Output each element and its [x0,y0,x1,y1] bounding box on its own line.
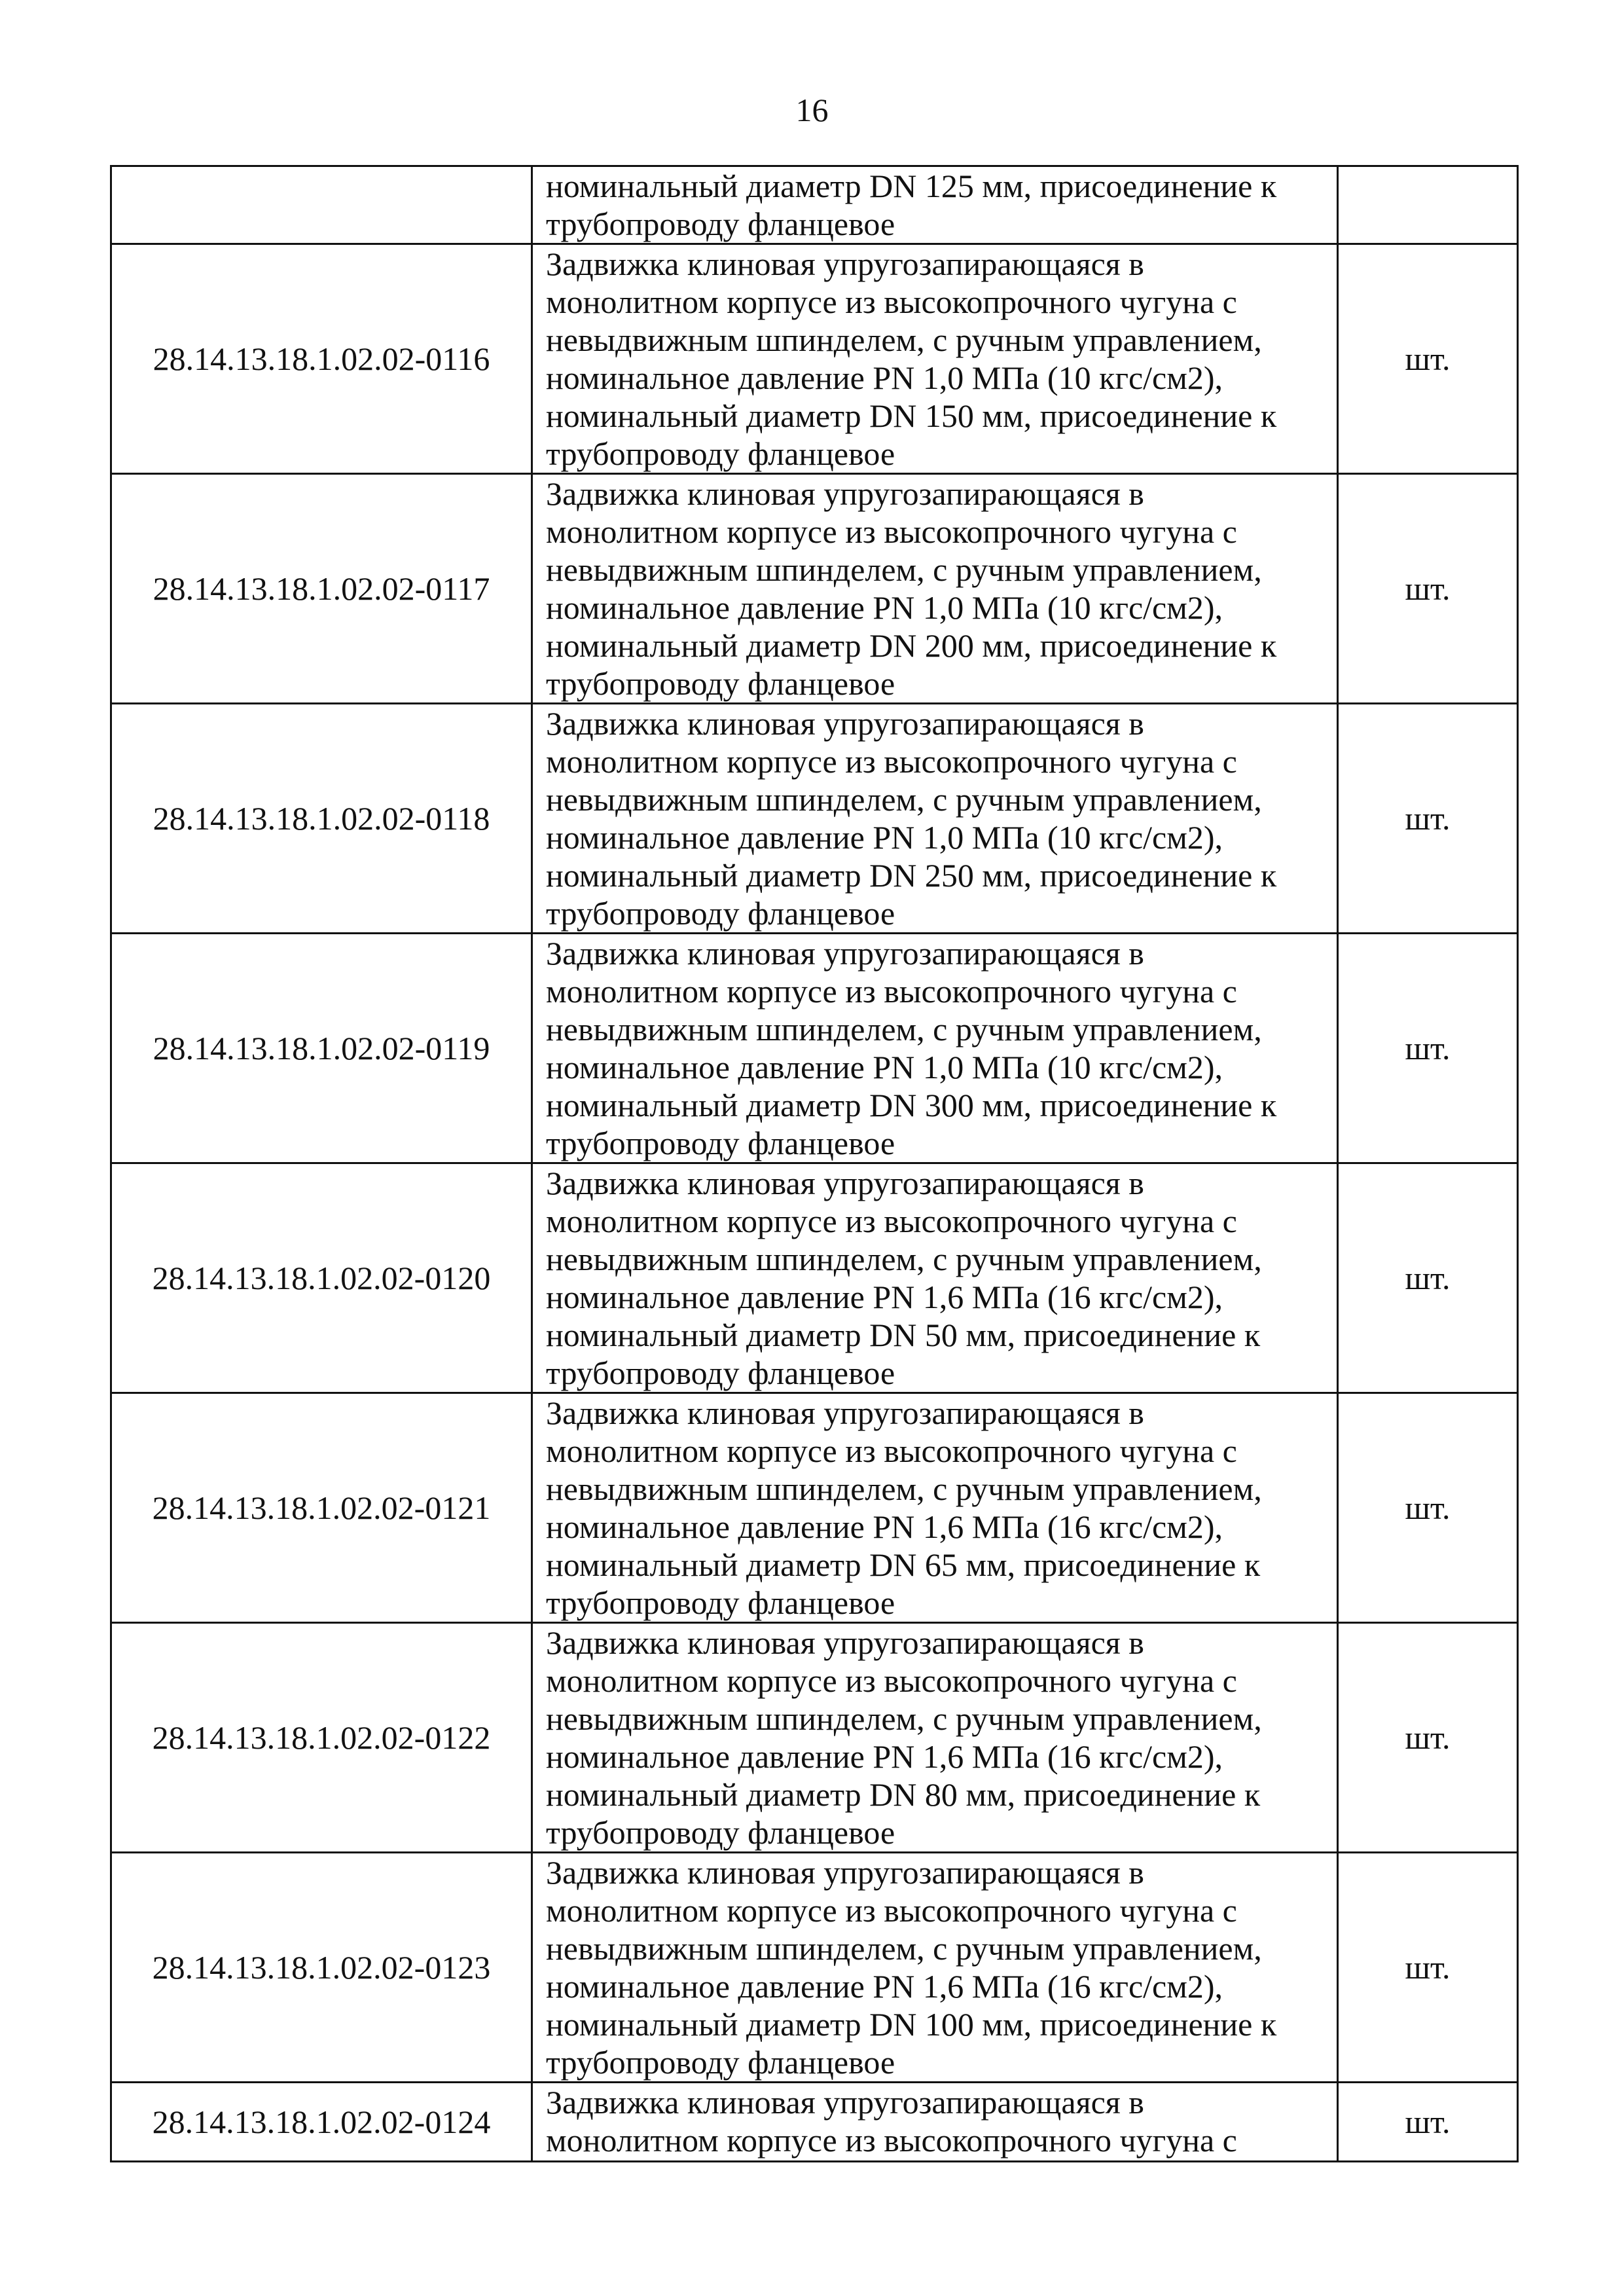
description-line: Задвижка клиновая упругозапирающаяся в [546,2084,1144,2121]
description-line: номинальный диаметр DN 300 мм, присоединение к [546,1087,1277,1123]
table-row [111,474,1518,704]
item-unit-cell: шт. [1338,1163,1518,1393]
description-line: монолитном корпусе из высокопрочного чугуна с [546,1432,1237,1469]
item-description-cell [532,474,1338,704]
item-description-cell [532,704,1338,934]
table-row [111,704,1518,934]
item-unit-cell: шт. [1338,1853,1518,2083]
description-line: невыдвижным шпинделем, с ручным управлением, [546,1930,1262,1967]
page-number: 16 [795,92,829,128]
item-unit-cell: шт. [1338,474,1518,704]
description-line: номинальный диаметр DN 250 мм, присоединение к [546,857,1277,894]
item-description-cell [532,2083,1338,2162]
item-description-cell [532,1393,1338,1623]
description-line: Задвижка клиновая упругозапирающаяся в [546,1854,1144,1891]
description-line: номинальный диаметр DN 50 мм, присоединение к [546,1317,1261,1353]
resource-table-body [111,166,1518,2162]
description-line: монолитном корпусе из высокопрочного чугуна с [546,2122,1237,2159]
description-line: трубопроводу фланцевое [546,895,895,932]
description-line: невыдвижным шпинделем, с ручным управлением, [546,1470,1262,1507]
item-code-cell: 28.14.13.18.1.02.02-0119 [111,934,532,1163]
table-row [111,1623,1518,1853]
item-code-cell [111,166,532,244]
description-line: трубопроводу фланцевое [546,2044,895,2081]
item-description-cell [532,1163,1338,1393]
item-code-cell: 28.14.13.18.1.02.02-0117 [111,474,532,704]
item-code-cell: 28.14.13.18.1.02.02-0121 [111,1393,532,1623]
description-line: невыдвижным шпинделем, с ручным управлением, [546,1241,1262,1277]
description-line: номинальное давление PN 1,0 МПа (10 кгс/см2), [546,359,1223,396]
description-line: трубопроводу фланцевое [546,1355,895,1391]
description-line: Задвижка клиновая упругозапирающаяся в [546,705,1144,742]
item-description-cell [532,1623,1338,1853]
item-code-cell: 28.14.13.18.1.02.02-0116 [111,244,532,474]
description-line: номинальный диаметр DN 150 мм, присоединение к [546,397,1277,434]
item-unit-cell: шт. [1338,1623,1518,1853]
item-code-cell: 28.14.13.18.1.02.02-0120 [111,1163,532,1393]
description-line: монолитном корпусе из высокопрочного чугуна с [546,283,1237,320]
description-line: Задвижка клиновая упругозапирающаяся в [546,475,1144,512]
description-line: невыдвижным шпинделем, с ручным управлением, [546,551,1262,588]
description-line: трубопроводу фланцевое [546,1584,895,1621]
table-row [111,934,1518,1163]
item-description-cell [532,244,1338,474]
table-row [111,1393,1518,1623]
description-line: номинальное давление PN 1,0 МПа (10 кгс/см2), [546,1049,1223,1085]
item-unit-cell: шт. [1338,244,1518,474]
table-row [111,1163,1518,1393]
item-unit-cell: шт. [1338,1393,1518,1623]
description-line: Задвижка клиновая упругозапирающаяся в [546,1165,1144,1201]
description-line: трубопроводу фланцевое [546,665,895,702]
table-row [111,166,1518,244]
description-line: трубопроводу фланцевое [546,435,895,472]
description-line: Задвижка клиновая упругозапирающаяся в [546,1624,1144,1661]
description-line: номинальный диаметр DN 125 мм, присоединение к [546,168,1277,204]
description-line: монолитном корпусе из высокопрочного чугуна с [546,973,1237,1010]
item-unit-cell: шт. [1338,704,1518,934]
resource-table [110,165,1519,2162]
description-line: монолитном корпусе из высокопрочного чугуна с [546,1892,1237,1929]
table-row [111,2083,1518,2162]
item-code-cell: 28.14.13.18.1.02.02-0118 [111,704,532,934]
description-line: трубопроводу фланцевое [546,1814,895,1851]
description-line: номинальный диаметр DN 100 мм, присоединение к [546,2006,1277,2043]
description-line: монолитном корпусе из высокопрочного чугуна с [546,1662,1237,1699]
description-line: номинальный диаметр DN 80 мм, присоединение к [546,1776,1261,1813]
description-line: Задвижка клиновая упругозапирающаяся в [546,246,1144,282]
description-line: трубопроводу фланцевое [546,1125,895,1161]
item-code-cell: 28.14.13.18.1.02.02-0123 [111,1853,532,2083]
description-line: номинальное давление PN 1,6 МПа (16 кгс/см2), [546,1738,1223,1775]
description-line: номинальное давление PN 1,6 МПа (16 кгс/см2), [546,1279,1223,1315]
description-line: номинальное давление PN 1,6 МПа (16 кгс/см2), [546,1508,1223,1545]
table-row [111,1853,1518,2083]
description-line: монолитном корпусе из высокопрочного чугуна с [546,1203,1237,1239]
item-code-cell: 28.14.13.18.1.02.02-0122 [111,1623,532,1853]
description-line: номинальное давление PN 1,0 МПа (10 кгс/см2), [546,819,1223,856]
description-line: номинальный диаметр DN 65 мм, присоединение к [546,1546,1261,1583]
description-line: монолитном корпусе из высокопрочного чугуна с [546,513,1237,550]
table-row [111,244,1518,474]
description-line: монолитном корпусе из высокопрочного чугуна с [546,743,1237,780]
item-description-cell [532,166,1338,244]
description-line: невыдвижным шпинделем, с ручным управлением, [546,1700,1262,1737]
description-line: номинальное давление PN 1,0 МПа (10 кгс/см2), [546,589,1223,626]
description-line: трубопроводу фланцевое [546,206,895,242]
description-line: Задвижка клиновая упругозапирающаяся в [546,935,1144,972]
description-line: невыдвижным шпинделем, с ручным управлением, [546,321,1262,358]
item-description-cell [532,934,1338,1163]
item-unit-cell: шт. [1338,934,1518,1163]
item-unit-cell [1338,166,1518,244]
item-code-cell: 28.14.13.18.1.02.02-0124 [111,2083,532,2162]
description-line: номинальный диаметр DN 200 мм, присоединение к [546,627,1277,664]
item-unit-cell: шт. [1338,2083,1518,2162]
description-line: номинальное давление PN 1,6 МПа (16 кгс/см2), [546,1968,1223,2005]
description-line: невыдвижным шпинделем, с ручным управлением, [546,781,1262,818]
description-line: невыдвижным шпинделем, с ручным управлением, [546,1011,1262,1048]
item-description-cell [532,1853,1338,2083]
description-line: Задвижка клиновая упругозапирающаяся в [546,1394,1144,1431]
